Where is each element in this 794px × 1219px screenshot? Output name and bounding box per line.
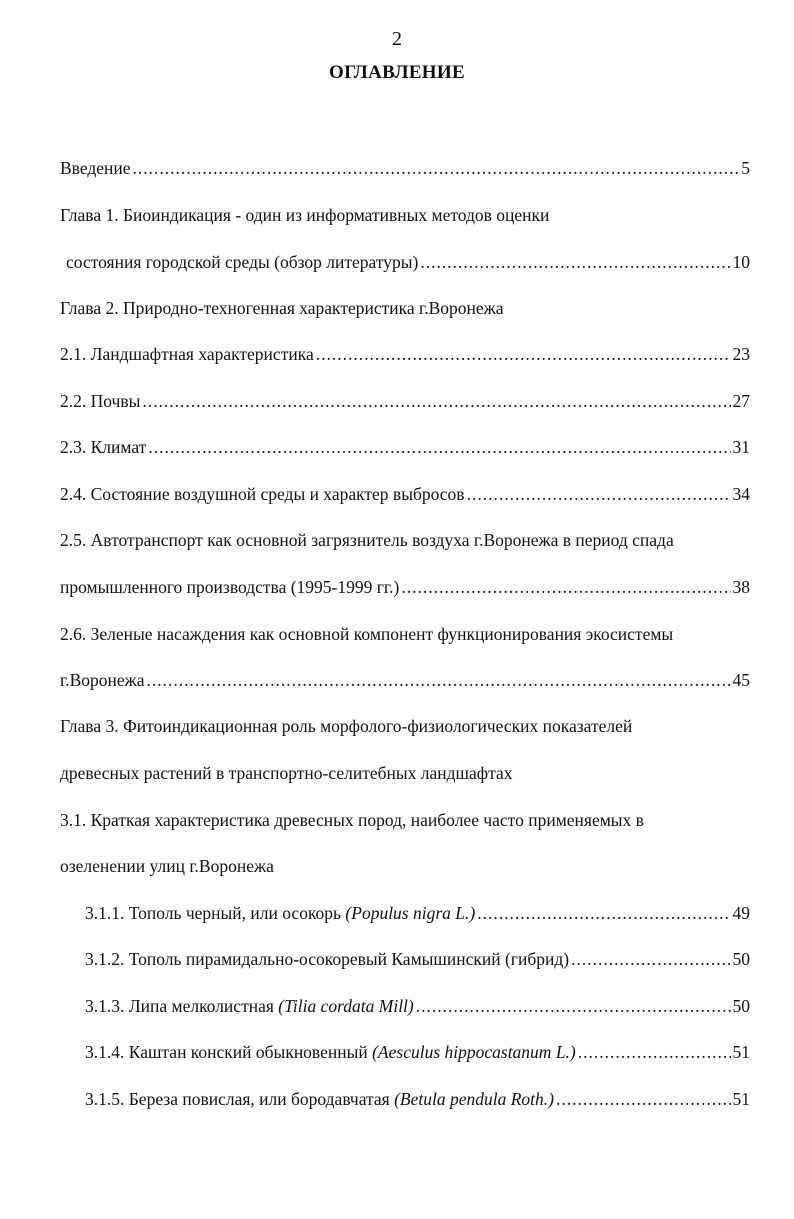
toc-entry-text: Глава 1. Биоиндикация - один из информативных методов оценки (60, 205, 550, 225)
toc-entry-text: состояния городской среды (обзор литературы) (66, 252, 419, 272)
toc-entry-3-1-3 (85, 996, 750, 1017)
toc-entry-intro (60, 158, 750, 179)
toc-entry-text: 2.5. Автотранспорт как основной загрязнитель воздуха г.Воронежа в период спада (60, 530, 674, 550)
toc-entry-page: 50 (732, 996, 750, 1016)
toc-leader-dots (416, 996, 731, 1017)
toc-entry-page: 34 (732, 484, 750, 504)
toc-entry-chapter-3-cont (60, 763, 750, 784)
toc-entry-page: 23 (732, 344, 750, 364)
toc-entry-page: 5 (741, 158, 750, 178)
toc-entry-page: 49 (732, 903, 750, 923)
toc-entry-page: 50 (732, 949, 750, 969)
toc-entry-text: Глава 3. Фитоиндикационная роль морфолого-физиологических показателей (60, 716, 633, 736)
toc-entry-text: 2.3. Климат (60, 437, 147, 457)
toc-entry-latin: (Populus nigra L.) (345, 903, 476, 923)
toc-entry-text: г.Воронежа (60, 670, 145, 690)
toc-leader-dots (316, 344, 731, 365)
toc-entry-2-2 (60, 391, 750, 412)
toc-entry-text: 2.4. Состояние воздушной среды и характер выбросов (60, 484, 465, 504)
toc-leader-dots (420, 252, 730, 273)
toc-entry-chapter-2 (60, 298, 750, 319)
toc-leader-dots (578, 1042, 731, 1063)
toc-entry-text: Глава 2. Природно-техногенная характеристика г.Воронежа (60, 298, 504, 318)
toc-entry-text: древесных растений в транспортно-селитебных ландшафтах (60, 763, 513, 783)
toc-entry-page: 10 (732, 252, 750, 272)
toc-entry-text: 2.2. Почвы (60, 391, 141, 411)
toc-entry-chapter-1-cont (66, 252, 750, 273)
toc-entry-3-1-4 (85, 1042, 750, 1063)
toc-entry-text: Введение (60, 158, 131, 178)
toc-leader-dots (477, 903, 730, 924)
toc-entry-page: 45 (732, 670, 750, 690)
toc-entry-2-6 (60, 624, 750, 645)
toc-entry-latin: (Tilia cordata Mill) (278, 996, 414, 1016)
toc-entry-3-1 (60, 810, 750, 831)
toc-entry-latin: (Aesculus hippocastanum L.) (372, 1042, 576, 1062)
toc-entry-3-1-5 (85, 1089, 750, 1110)
toc-leader-dots (467, 484, 731, 505)
toc-entry-2-5-cont (60, 577, 750, 598)
toc-entry-page: 51 (732, 1042, 750, 1062)
toc-entry-text: 2.1. Ландшафтная характеристика (60, 344, 314, 364)
toc-entry-3-1-cont (60, 856, 750, 877)
toc-entry-2-1 (60, 344, 750, 365)
toc-entry-page: 31 (732, 437, 750, 457)
toc-entry-2-3 (60, 437, 750, 458)
toc-leader-dots (133, 158, 740, 179)
toc-entry-3-1-2 (85, 949, 750, 970)
toc-leader-dots (571, 949, 730, 970)
toc-entry-text: 3.1. Краткая характеристика древесных пород, наиболее часто применяемых в (60, 810, 644, 830)
toc-entry-text: 2.6. Зеленые насаждения как основной компонент функционирования экосистемы (60, 624, 674, 644)
toc-entry-text: промышленного производства (1995-1999 гг.) (60, 577, 400, 597)
toc-entry-text: 3.1.2. Тополь пирамидально-осокоревый Камышинский (гибрид) (85, 949, 570, 969)
toc-entry-text: 3.1.5. Береза повислая, или бородавчатая (Betula pendula Roth.) (85, 1089, 554, 1109)
page-title: ОГЛАВЛЕНИЕ (329, 62, 465, 83)
toc-leader-dots (556, 1089, 731, 1110)
toc-entry-text: 3.1.3. Липа мелколистная (Tilia cordata Mill) (85, 996, 414, 1016)
toc-leader-dots (147, 670, 731, 691)
toc-entry-page: 38 (732, 577, 750, 597)
toc-entry-latin: (Betula pendula Roth.) (394, 1089, 554, 1109)
toc-entry-chapter-1 (60, 205, 750, 226)
toc-entry-text: 3.1.4. Каштан конский обыкновенный (Aesculus hippocastanum L.) (85, 1042, 576, 1062)
toc-entry-chapter-3 (60, 716, 750, 737)
toc-entry-page: 27 (732, 391, 750, 411)
page-number: 2 (392, 28, 402, 50)
toc-entry-3-1-1 (85, 903, 750, 924)
toc-entry-page: 51 (732, 1089, 750, 1109)
toc-entry-2-4 (60, 484, 750, 505)
toc-leader-dots (401, 577, 730, 598)
toc-entry-text: озеленении улиц г.Воронежа (60, 856, 274, 876)
toc-entry-2-6-cont (60, 670, 750, 691)
toc-leader-dots (142, 391, 730, 412)
toc-leader-dots (148, 437, 730, 458)
toc-entry-2-5 (60, 530, 750, 551)
toc-entry-text: 3.1.1. Тополь черный, или осокорь (Populus nigra L.) (85, 903, 476, 923)
